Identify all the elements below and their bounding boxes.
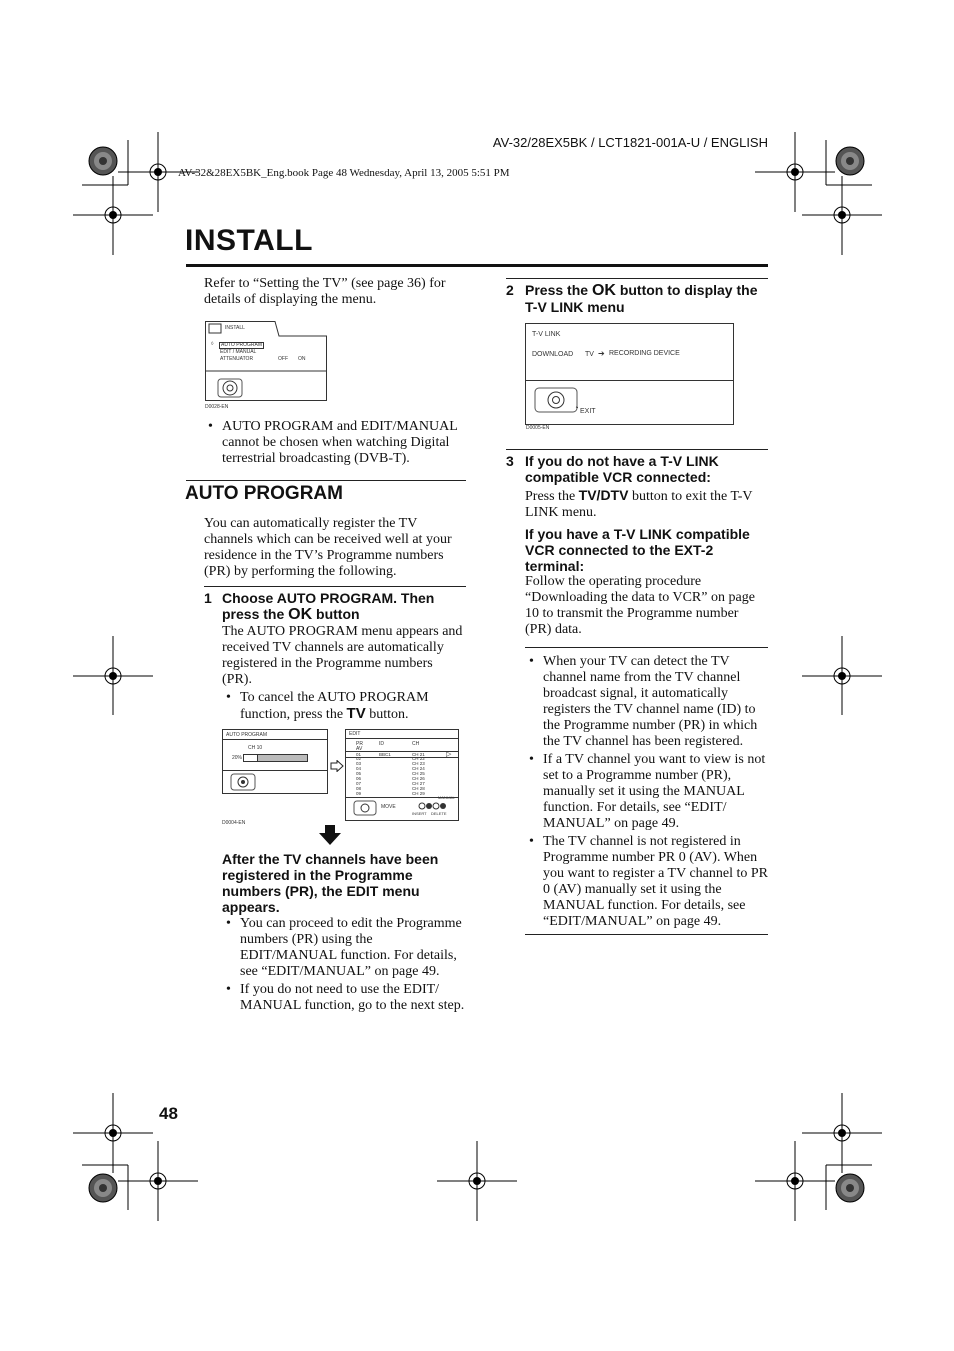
edit-screen xyxy=(345,729,459,821)
edit-move-label: MOVE xyxy=(381,804,396,810)
install-item-edit-manual: EDIT / MANUAL xyxy=(220,349,257,355)
install-figure-code: D0028-EN xyxy=(205,404,229,410)
install-item-auto-program: AUTO PROGRAM xyxy=(221,342,263,348)
edit-row-pr: 09 xyxy=(356,791,362,796)
step1-bullets xyxy=(222,690,466,723)
note-3: • The TV channel is not registered in Programme number PR 0 (AV). When you want to register a TV channel to PR 0 (AV) manually set it using the MANUAL function. For details, see “EDIT/MANUAL” on page 49. xyxy=(525,834,768,930)
auto-program-title: AUTO PROGRAM xyxy=(226,732,268,738)
tv-link-tv: TV xyxy=(585,351,594,358)
edit-manual-label: MANUAL xyxy=(438,795,455,800)
edit-row-ch: CH 23 xyxy=(412,761,425,766)
model-line: AV-32/28EX5BK / LCT1821-001A-U / ENGLISH xyxy=(492,135,768,150)
tv-dtv-key: TV/DTV xyxy=(578,487,629,503)
edit-row-pr: 04 xyxy=(356,766,362,771)
step2-rule xyxy=(506,278,768,279)
step1-heading-b: button xyxy=(316,606,360,622)
after-bullet-2: • If you do not need to use the EDIT/ MANUAL function, go to the next step. xyxy=(222,982,466,1014)
remote-dial-icon xyxy=(230,773,256,791)
edit-row-ch: CH 29 xyxy=(412,791,425,796)
step1-cancel-text: To cancel the AUTO PROGRAM function, press the xyxy=(240,690,429,722)
install-menu-screen xyxy=(205,321,327,401)
edit-row-pr: 02 xyxy=(356,756,362,761)
step3-rule xyxy=(506,449,768,450)
tv-link-device: RECORDING DEVICE xyxy=(609,350,680,357)
edit-remote-dial-icon xyxy=(353,800,377,816)
edit-row-ch: CH 25 xyxy=(412,771,425,776)
edit-row-ch: CH 22 xyxy=(412,756,425,761)
step3-number: 3 xyxy=(506,453,514,469)
step2-number: 2 xyxy=(506,282,514,298)
section-rule xyxy=(186,480,466,481)
edit-row-pr: 05 xyxy=(356,771,362,776)
note-2: • If a TV channel you want to view is not set to a Programme number (PR), manually set it using the MANUAL function. For details, see “EDIT/ MANUAL” on page 49. xyxy=(525,752,768,832)
page-title: INSTALL xyxy=(185,224,313,257)
page-number: 48 xyxy=(159,1104,178,1123)
step1-heading-a: Choose AUTO PROGRAM. Then press the xyxy=(222,590,435,622)
after-bullet-1: • You can proceed to edit the Programme numbers (PR) using the EDIT/MANUAL function. For details, see “EDIT/MANUAL” on page 49. xyxy=(222,916,466,980)
step1-cancel-note xyxy=(222,690,466,723)
step1-body: The AUTO PROGRAM menu appears and received TV channels are automatically registered in the Programme numbers (PR). xyxy=(222,624,463,687)
selector-icon: ◊ xyxy=(211,341,214,347)
install-menu-title: INSTALL xyxy=(225,325,245,331)
edit-row-ch: CH 27 xyxy=(412,781,425,786)
color-buttons-icon xyxy=(418,802,448,810)
auto-program-screen xyxy=(222,729,328,794)
install-item-attenuator: ATTENUATOR xyxy=(220,356,254,362)
auto-figure-code: D0004-EN xyxy=(222,820,246,826)
auto-program-progress-bar xyxy=(243,754,308,762)
step3-heading: If you do not have a T-V LINK compatible VCR connected: xyxy=(525,453,719,485)
notes-bottom-rule xyxy=(525,934,768,935)
tv-link-remote-dial-icon xyxy=(534,387,578,413)
edit-row-ch: CH 26 xyxy=(412,776,425,781)
after-bullets xyxy=(222,916,466,1014)
edit-title: EDIT xyxy=(349,731,361,737)
install-note: • AUTO PROGRAM and EDIT/MANUAL cannot be chosen when watching Digital terrestrial broadcasting (DVB-T). xyxy=(204,419,466,467)
edit-row-ch: CH 24 xyxy=(412,766,425,771)
attenuator-off: OFF xyxy=(278,356,288,362)
next-arrow-icon xyxy=(330,760,344,772)
arrow-right-icon: ➔ xyxy=(598,349,605,358)
auto-program-percent: 20% xyxy=(232,755,243,761)
step3-body-a: Press the xyxy=(525,489,576,504)
tv-link-title: T-V LINK xyxy=(532,331,561,338)
step3-heading-2: If you have a T-V LINK compatible VCR connected to the EXT-2 terminal: xyxy=(525,526,750,574)
intro-text: Refer to “Setting the TV” (see page 36) for details of displaying the menu. xyxy=(204,276,446,307)
edit-av-label: AV xyxy=(356,746,363,752)
edit-row-id: BBC1 xyxy=(379,752,391,757)
notes-list xyxy=(525,654,768,930)
edit-col-ch: CH xyxy=(412,741,420,747)
edit-col-pr: PR xyxy=(356,741,363,747)
edit-scroll-arrow: ▷ xyxy=(446,751,452,758)
step1-rule xyxy=(204,586,466,587)
step1-cancel-text-b: button. xyxy=(369,707,409,722)
step1-heading xyxy=(222,590,466,623)
step2-heading-a: Press the xyxy=(525,282,589,298)
step3-body-b: button to exit the T-V LINK menu. xyxy=(525,489,753,520)
edit-row-ch: CH 21 xyxy=(412,752,425,757)
step1-number: 1 xyxy=(204,590,212,606)
edit-row-pr: 06 xyxy=(356,776,362,781)
note-1: • When your TV can detect the TV channel name from the TV channel broadcast signal, it automatically registers the TV channel name (ID) to the Programme number (PR) in which the TV channel has been registered. xyxy=(525,654,768,750)
notes-top-rule xyxy=(525,647,768,648)
auto-program-channel: CH 10 xyxy=(248,745,263,751)
auto-program-heading: AUTO PROGRAM xyxy=(185,483,343,504)
edit-row-pr: 03 xyxy=(356,761,362,766)
tv-link-figure-code: D0005-EN xyxy=(526,425,550,431)
after-heading: After the TV channels have been registered in the Programme numbers (PR), the EDIT menu appears. xyxy=(222,851,439,915)
step2-heading-b: button to display the T-V LINK menu xyxy=(525,282,758,315)
install-note-list xyxy=(204,419,466,467)
edit-row-pr: 08 xyxy=(356,786,362,791)
book-info: AV-32&28EX5BK_Eng.book Page 48 Wednesday, April 13, 2005 5:51 PM xyxy=(178,167,510,179)
tv-link-exit: EXIT xyxy=(580,408,596,415)
tv-link-screen xyxy=(525,323,734,425)
step2-heading xyxy=(525,282,768,315)
auto-program-progress-fill xyxy=(244,755,258,761)
attenuator-on: ON xyxy=(298,356,306,362)
edit-row-pr: 01 xyxy=(356,752,362,757)
auto-program-desc: You can automatically register the TV channels which can be received well at your residence in the TV’s Programme numbers (PR) by performing the following. xyxy=(204,516,452,579)
edit-row-ch: CH 28 xyxy=(412,786,425,791)
edit-row-pr: 07 xyxy=(356,781,362,786)
down-arrow-icon xyxy=(319,825,341,845)
ok-key-2: OK xyxy=(591,282,616,299)
edit-col-id: ID xyxy=(379,741,384,747)
step3-body xyxy=(525,487,768,521)
tv-link-download: DOWNLOAD xyxy=(532,351,574,358)
tv-key: TV xyxy=(346,705,366,722)
ok-key: OK xyxy=(288,606,313,623)
step3-body-2: Follow the operating procedure “Downloading the data to VCR” on page 10 to transmit the Programme number (PR) data. xyxy=(525,574,755,637)
title-rule xyxy=(186,264,768,267)
edit-delete-label: DELETE xyxy=(431,811,447,816)
edit-insert-label: INSERT xyxy=(412,811,427,816)
